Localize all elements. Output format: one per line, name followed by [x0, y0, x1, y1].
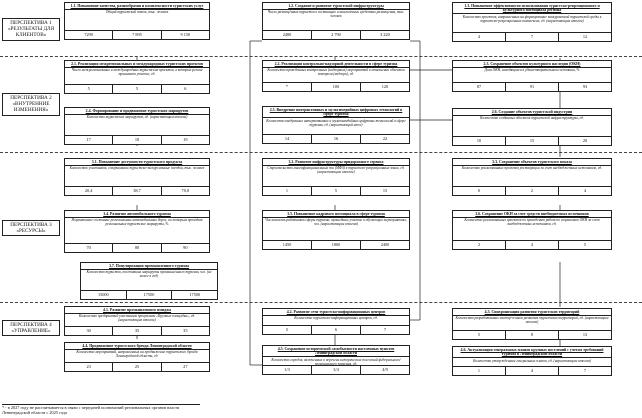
- box-indicator: Количество созданных объектов туристской инфраструктуры, ед.: [480, 116, 584, 120]
- value-cell: 80: [113, 244, 161, 252]
- box-values: [453, 330, 611, 339]
- value-cell: 17: [65, 136, 113, 144]
- value-cell: 87: [453, 83, 506, 91]
- goal-1-1-box: [64, 2, 210, 40]
- goal-2-4-box: [64, 107, 210, 145]
- box-values: [453, 82, 611, 91]
- goal-4-4-box: [64, 342, 210, 372]
- value-cell: 7290: [65, 31, 113, 39]
- box-title: 1.2. Создание и развитие туристской инфраструктуры: [263, 3, 409, 10]
- value-cell: 5: [583, 242, 587, 247]
- box-title: 3.6. Сохранение ОКН за счет средств внебюджетных источников: [453, 211, 611, 218]
- box-indicator: Количество предприятий-участников программы «Крупные площадки», ед. (нарастающим итогом): [78, 314, 196, 323]
- goal-3-2-box: [262, 158, 410, 196]
- value-cell: 2: [453, 241, 506, 249]
- value-cell: 9 150: [180, 32, 191, 37]
- box-title: 2.4. Формирование и продвижение туристских маршрутов: [65, 108, 209, 115]
- value-cell: 7 895: [113, 31, 161, 39]
- box-title: 3.2. Развитие инфраструктуры придорожного сервиса: [263, 159, 409, 166]
- box-indicator: Количество разработанных мастер-планов развития туристских территорий, ед. (нарастающим итогом): [455, 316, 609, 325]
- footnote: * - в 2027 году не рассчитывается в связи с передачей полномочий региональных органов власти Ленинградской области с 2025 года: [2, 404, 200, 415]
- goal-4-6-box: [452, 346, 612, 376]
- value-cell: 27: [183, 364, 188, 369]
- value-cell: 20: [582, 138, 588, 143]
- value-cell: 6: [312, 326, 361, 334]
- box-indicator: Нормативное состояние региональных автомобильных дорог, по которым проходят региональные туристские маршруты, %: [71, 218, 203, 227]
- goal-2-3-box: [452, 60, 612, 92]
- value-cell: 93: [582, 84, 588, 89]
- box-indicator: Доля ОКН, находящихся в удовлетворительном состоянии, %: [484, 68, 580, 72]
- box-indicator: Количество реализованных проектов реставрации за счет внебюджетных источников, ед.: [461, 166, 603, 170]
- value-cell: 5: [453, 331, 506, 339]
- box-indicator: Количество внедренных интерактивных и мультимедийных цифровых технологий в сфере туризма, ед. (нарастающий итог): [266, 118, 406, 127]
- goal-4-5-box: [262, 345, 410, 375]
- perspective-2-label: ПЕРСПЕКТИВА 2 «ВНУТРЕННИЕ ИЗМЕНЕНИЯ»: [2, 93, 60, 116]
- value-cell: 5: [312, 187, 361, 195]
- value-cell: 4: [506, 241, 559, 249]
- goal-3-3-box: [452, 158, 612, 196]
- value-cell: 100: [312, 83, 361, 91]
- value-cell: 5: [263, 326, 312, 334]
- box-values: [453, 186, 611, 195]
- box-title: 1.1. Повышение качества, разнообразия и комплексности туристских услуг: [65, 3, 209, 10]
- value-cell: 30: [65, 327, 113, 335]
- box-values: [65, 186, 209, 195]
- value-cell: 70: [65, 244, 113, 252]
- value-cell: 1450: [263, 241, 312, 249]
- box-indicator: Число размещённых туристов в гостиницах и аналогичных средствах размещения, тыс. человек: [267, 10, 405, 19]
- box-values: [453, 32, 611, 41]
- goal-2-6-box: [452, 108, 612, 146]
- box-indicator: Количество туристско-информационных центров, ед.: [294, 316, 378, 320]
- box-title: 3.3. Сохранение объектов туристского показа: [453, 159, 611, 166]
- value-cell: 1800: [312, 241, 361, 249]
- goal-3-7-box: [80, 262, 218, 300]
- box-values: [263, 186, 409, 195]
- value-cell: 18: [113, 136, 161, 144]
- box-title: 4.4. Продвижение туристского бренда Ленинградской области: [65, 343, 209, 350]
- box-title: 2.1. Реализация межрегиональных и международных туристских проектов: [65, 61, 209, 68]
- value-cell: 7: [583, 368, 587, 373]
- goal-4-1-box: [64, 306, 210, 336]
- goal-3-1-box: [64, 158, 210, 196]
- box-values: [263, 82, 409, 91]
- box-indicator: Количество туристов, посетивших маршруты промышленного туризма, чел. (не менее в год): [86, 270, 212, 279]
- goal-1-2-box: [262, 2, 410, 40]
- box-title: 3.1. Повышение доступности туристского продукта: [65, 159, 209, 166]
- value-cell: 35: [113, 327, 161, 335]
- value-cell: 70,0: [181, 188, 190, 193]
- box-values: [263, 325, 409, 334]
- box-title: 4.6. Актуализация генеральных планов крупных поселений с учетом требований туризма в Ленинградской области: [453, 347, 611, 358]
- box-values: [453, 240, 611, 249]
- value-cell: 22: [382, 136, 388, 141]
- value-cell: 10: [453, 137, 506, 145]
- box-indicator: Количество туристских маршрутов, ед. (нарастающим итогом): [86, 115, 188, 119]
- value-cell: 12: [582, 34, 588, 39]
- box-indicator: Количество участников, совершивших туристско-экскурсионные поездки, тыс. человек: [69, 166, 205, 170]
- value-cell: 2: [506, 187, 559, 195]
- value-cell: 1: [453, 367, 506, 375]
- value-cell: 4: [583, 188, 587, 193]
- goal-2-1-box: [64, 60, 210, 94]
- box-values: [65, 243, 209, 252]
- goal-4-3-box: [452, 308, 612, 340]
- goal-3-5-box: [262, 210, 410, 250]
- goal-4-2-box: [262, 308, 410, 335]
- goal-1-3-box: [452, 2, 612, 42]
- value-cell: 4/9: [382, 367, 388, 372]
- box-indicator: Численность работников сферы туризма, прошедших участие в обучающих мероприятиях, чел. (нарастающим итогом): [265, 218, 407, 227]
- value-cell: 4: [453, 33, 506, 41]
- box-title: 2.3. Сохранение объектов культурного наследия (ОКН): [453, 61, 611, 68]
- box-indicator: Число межрегиональных и международных туристских проектов, в которых регион принимает участие, ед.: [71, 68, 203, 77]
- value-cell: 15000: [81, 291, 127, 299]
- box-values: [65, 326, 209, 335]
- value-cell: 5: [65, 85, 113, 93]
- value-cell: 35: [183, 328, 188, 333]
- box-values: [263, 240, 409, 249]
- value-cell: 91: [506, 83, 559, 91]
- box-title: 2.2. Реализация контрольно-надзорной деятельности в сфере туризма: [263, 61, 409, 68]
- value-cell: 3 220: [380, 32, 390, 37]
- box-values: [453, 136, 611, 145]
- box-values: [263, 134, 409, 143]
- goal-3-4-box: [64, 210, 210, 253]
- value-cell: 5: [113, 85, 161, 93]
- value-cell: 17500: [189, 292, 201, 297]
- perspective-4-label: ПЕРСПЕКТИВА 4 «УПРАВЛЕНИЕ»: [2, 320, 60, 336]
- value-cell: 0: [453, 187, 506, 195]
- box-title: 1.3. Повышение эффективности использования туристско-рекреационного и культурного потенциала региона: [453, 3, 611, 14]
- value-cell: 38,7: [113, 187, 161, 195]
- box-indicator: Количество проектов, направленных на формирование конкурентной туристской среды в туристско-рекреационных комплексах, ед. (нарастающим итогом): [462, 14, 602, 23]
- box-title: 4.5. Сохранение исторической самобытности населенных пунктов Ленинградской области: [263, 346, 409, 357]
- value-cell: 1: [263, 187, 312, 195]
- value-cell: 13: [582, 332, 588, 337]
- value-cell: 7: [383, 327, 387, 332]
- box-title: 4.1. Развитие промышленного имиджа: [65, 307, 209, 314]
- box-indicator: Общий туристский поток, тыс. человек: [105, 10, 169, 14]
- box-values: [453, 366, 611, 375]
- goal-3-6-box: [452, 210, 612, 250]
- value-cell: 15: [506, 137, 559, 145]
- box-title: 2.5. Внедрение интерактивных и мультимедийных цифровых технологий в сфере туризма: [263, 107, 409, 118]
- value-cell: 23: [65, 363, 113, 371]
- box-values: [65, 362, 209, 371]
- value-cell: 120: [381, 84, 389, 89]
- perspective-1-label: ПЕРСПЕКТИВА 1 «РЕЗУЛЬТАТЫ ДЛЯ КЛИЕНТОВ»: [2, 18, 60, 41]
- box-title: 4.2. Развитие сети туристско-информационных центров: [263, 309, 409, 316]
- goal-2-2-box: [262, 60, 410, 92]
- value-cell: 15: [382, 188, 388, 193]
- value-cell: 20,4: [65, 187, 113, 195]
- value-cell: *: [263, 83, 312, 91]
- box-values: [65, 84, 209, 93]
- goal-2-5-box: [262, 106, 410, 144]
- box-title: 4.3. Синхронизация развития туристских территорий: [453, 309, 611, 316]
- value-cell: 4: [506, 367, 559, 375]
- value-cell: 1/3: [263, 366, 312, 374]
- value-cell: 16: [312, 135, 361, 143]
- box-indicator: Количество реализованных проектов по проведению работ по сохранению ОКН за счет внебюджетных источников, ед.: [464, 218, 600, 227]
- box-values: [263, 365, 409, 374]
- box-indicator: Количество утвержденных генеральных планов, ед. (нарастающим итогом): [473, 358, 591, 363]
- value-cell: 2480: [263, 31, 312, 39]
- value-cell: 8: [506, 331, 559, 339]
- value-cell: 90: [183, 245, 188, 250]
- box-title: 3.4. Развитие автомобильного туризма: [65, 211, 209, 218]
- value-cell: 7: [506, 33, 559, 41]
- value-cell: 3/4: [312, 366, 361, 374]
- box-values: [65, 30, 209, 39]
- box-indicator: Количество городов, включенных в перечень исторических поселений федерального/регионального значения, ед.: [271, 357, 401, 366]
- value-cell: 19: [183, 137, 188, 142]
- box-title: 3.5. Повышение кадрового потенциала в сфере туризма: [263, 211, 409, 218]
- value-cell: 6: [184, 86, 187, 91]
- value-cell: 14: [263, 135, 312, 143]
- box-title: 3.7. Популяризация промышленного туризма: [81, 263, 217, 270]
- box-values: [263, 30, 409, 39]
- value-cell: 2 790: [312, 31, 361, 39]
- value-cell: 2400: [380, 242, 390, 247]
- box-indicator: Строительство многофункциональных зон (МФЗ) в туристско-рекреационных зонах, ед. (нарастающим итогом): [267, 166, 405, 175]
- value-cell: 17500: [127, 291, 173, 299]
- value-cell: 25: [113, 363, 161, 371]
- box-indicator: Количество мероприятий, направленных на продвижение туристского бренда Ленинградской области, ед.: [76, 350, 198, 359]
- box-indicator: Количество проведенных контрольных (надзорных) мероприятий в отношении объектов контроля (надзора), ед.: [267, 68, 405, 77]
- perspective-3-label: ПЕРСПЕКТИВА 3 «РЕСУРСЫ»: [2, 220, 60, 236]
- box-title: 2.6. Создание объектов туристской индустрии: [453, 109, 611, 116]
- box-values: [81, 290, 217, 299]
- box-values: [65, 135, 209, 144]
